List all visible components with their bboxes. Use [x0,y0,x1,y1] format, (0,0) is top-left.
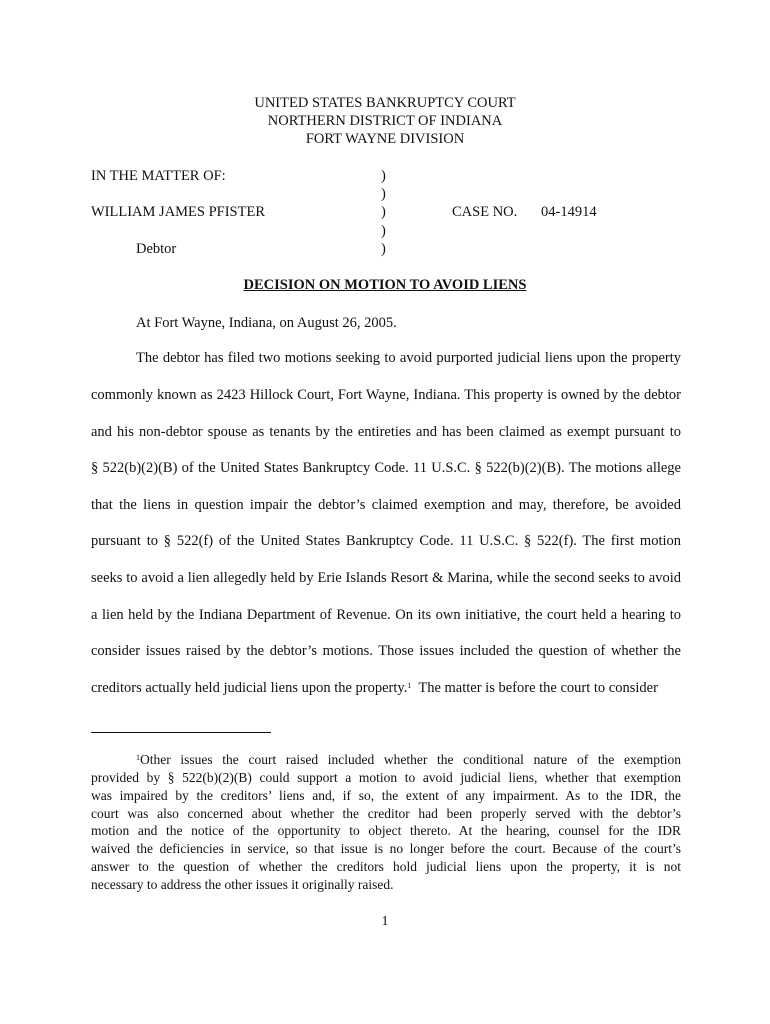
footnote-marker: 1 [136,753,140,762]
footnote-line: waived the deficiencies in service, so that issue is no longer before the court. Because of the court’s [91,841,681,856]
debtor-label: Debtor [136,241,177,257]
body-line: commonly known as 2423 Hillock Court, Fort Wayne, Indiana. This property is owned by the debtor [91,387,681,403]
footnote-line: necessary to address the other issues it originally raised. [91,877,394,892]
footnote-reference: 1 [407,681,412,690]
caption-paren: ) [381,241,386,257]
case-label: CASE NO. [452,204,518,220]
court-name: UNITED STATES BANKRUPTCY COURT [254,95,516,111]
body-line-with-footnote [91,679,681,697]
footnote-line: answer to the question of whether the creditors hold judicial liens upon the property, it is not [91,859,681,874]
caption-paren: ) [381,186,386,202]
matter-label: IN THE MATTER OF: [91,168,226,184]
footnote-line: provided by § 522(b)(2)(B) could support a motion to avoid judicial liens, whether that exemption [91,770,681,785]
decision-title: DECISION ON MOTION TO AVOID LIENS [243,277,527,293]
body-line: that the liens in question impair the debtor’s claimed exemption and may, therefore, be avoided [91,497,681,513]
court-division: FORT WAYNE DIVISION [305,131,465,147]
body-text-before-ref: creditors actually held judicial liens upon the property. [91,680,408,696]
body-text-after-ref: The matter is before the court to consider [411,680,658,696]
body-line: and his non-debtor spouse as tenants by the entireties and has been claimed as exempt pursuant to [91,424,681,440]
footnote-text: Other issues the court raised included whether the conditional nature of the exemption [140,752,681,767]
body-line: pursuant to § 522(f) of the United States Bankruptcy Code. 11 U.S.C. § 522(f). The first motion [91,533,681,549]
body-line: a lien held by the Indiana Department of Revenue. On its own initiative, the court held a hearing to [91,607,681,623]
caption-paren: ) [381,204,386,220]
court-district: NORTHERN DISTRICT OF INDIANA [267,113,503,129]
caption-paren: ) [381,223,386,239]
debtor-name: WILLIAM JAMES PFISTER [91,204,266,220]
body-line: The debtor has filed two motions seeking to avoid purported judicial liens upon the property [136,350,681,366]
case-number: 04-14914 [541,204,597,220]
body-line: seeks to avoid a lien allegedly held by Erie Islands Resort & Marina, while the second seeks to avoid [91,570,681,586]
footnote-first-line [136,751,681,768]
dateline: At Fort Wayne, Indiana, on August 26, 2005. [136,315,397,331]
footnote-divider [91,732,271,733]
footnote-line: court was also concerned about whether the creditor had been properly served with the debtor’s [91,806,681,821]
footnote-line: was impaired by the creditors’ liens and, if so, the extent of any impairment. As to the IDR, the [91,788,681,803]
body-line: consider issues raised by the debtor’s motions. Those issues included the question of whether the [91,643,681,659]
page-number: 1 [381,914,389,929]
footnote-line: motion and the notice of the opportunity to object thereto. At the hearing, counsel for the IDR [91,823,681,838]
body-line: § 522(b)(2)(B) of the United States Bankruptcy Code. 11 U.S.C. § 522(b)(2)(B). The motions allege [91,460,681,476]
caption-paren: ) [381,168,386,184]
